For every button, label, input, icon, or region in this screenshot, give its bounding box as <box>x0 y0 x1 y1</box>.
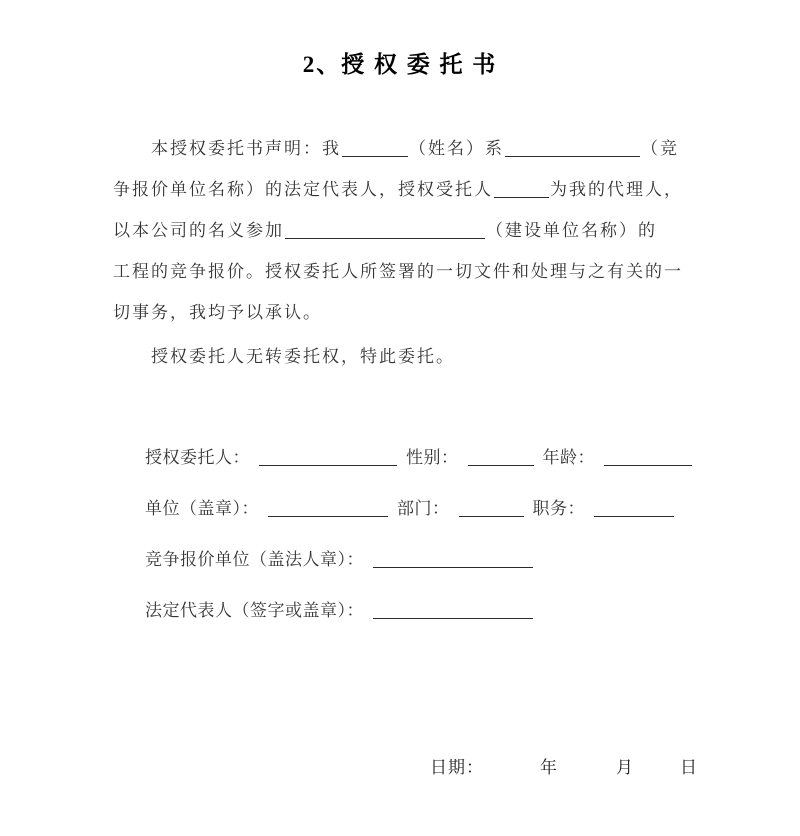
no-subdelegation-paragraph <box>113 336 691 377</box>
form-row-legal-representative <box>145 585 745 636</box>
gender-label: 性别： <box>406 448 459 467</box>
paragraph-line <box>113 292 691 333</box>
paragraph-line <box>113 128 691 169</box>
paragraph-text: 授权委托人无转委托权，特此委托。 <box>151 347 455 366</box>
department-label: 部门： <box>397 499 450 518</box>
paragraph-line <box>113 251 691 292</box>
blank-unit-field <box>268 501 388 517</box>
paragraph-text: 本授权委托书声明：我 <box>151 139 341 158</box>
blank-principal-field <box>259 450 397 466</box>
form-row-principal <box>145 432 745 483</box>
unit-seal-label: 单位（盖章）： <box>145 499 259 518</box>
document-title: 2、授 权 委 托 书 <box>302 52 498 77</box>
date-line <box>430 753 698 778</box>
blank-department-field <box>459 501 524 517</box>
month-label: 月 <box>616 758 634 777</box>
paragraph-text: 以本公司的名义参加 <box>113 221 284 240</box>
age-label: 年龄： <box>542 448 595 467</box>
blank-bidder-unit-field <box>505 141 640 157</box>
principal-label: 授权委托人： <box>145 448 250 467</box>
paragraph-text: 争报价单位名称）的法定代表人，授权受托人 <box>113 180 493 199</box>
form-row-bidder-unit <box>145 534 745 585</box>
bidder-unit-seal-label: 竞争报价单位（盖法人章）： <box>145 550 364 569</box>
paragraph-text: （姓名）系 <box>409 139 504 158</box>
position-label: 职务： <box>532 499 585 518</box>
legal-representative-label: 法定代表人（签字或盖章）： <box>145 601 364 620</box>
day-label: 日 <box>680 758 698 777</box>
date-label: 日期： <box>430 758 484 777</box>
paragraph-text: （建设单位名称）的 <box>486 221 657 240</box>
paragraph-line <box>113 169 691 210</box>
blank-position-field <box>594 501 674 517</box>
blank-legal-representative-field <box>373 603 533 619</box>
paragraph-text: 切事务，我均予以承认。 <box>113 303 322 322</box>
paragraph-text: 为我的代理人， <box>550 180 683 199</box>
signature-form <box>145 432 745 636</box>
declaration-paragraph <box>113 128 691 333</box>
blank-agent-field <box>494 182 549 198</box>
paragraph-text: （竞 <box>641 139 679 158</box>
blank-gender-field <box>468 450 534 466</box>
blank-age-field <box>604 450 692 466</box>
form-row-unit <box>145 483 745 534</box>
blank-bidder-unit-seal-field <box>373 552 533 568</box>
paragraph-text: 工程的竞争报价。授权委托人所签署的一切文件和处理与之有关的一 <box>113 262 683 281</box>
blank-name-field <box>342 141 408 157</box>
paragraph-line <box>113 210 691 251</box>
blank-construction-unit-field <box>285 223 485 239</box>
year-label: 年 <box>540 758 558 777</box>
